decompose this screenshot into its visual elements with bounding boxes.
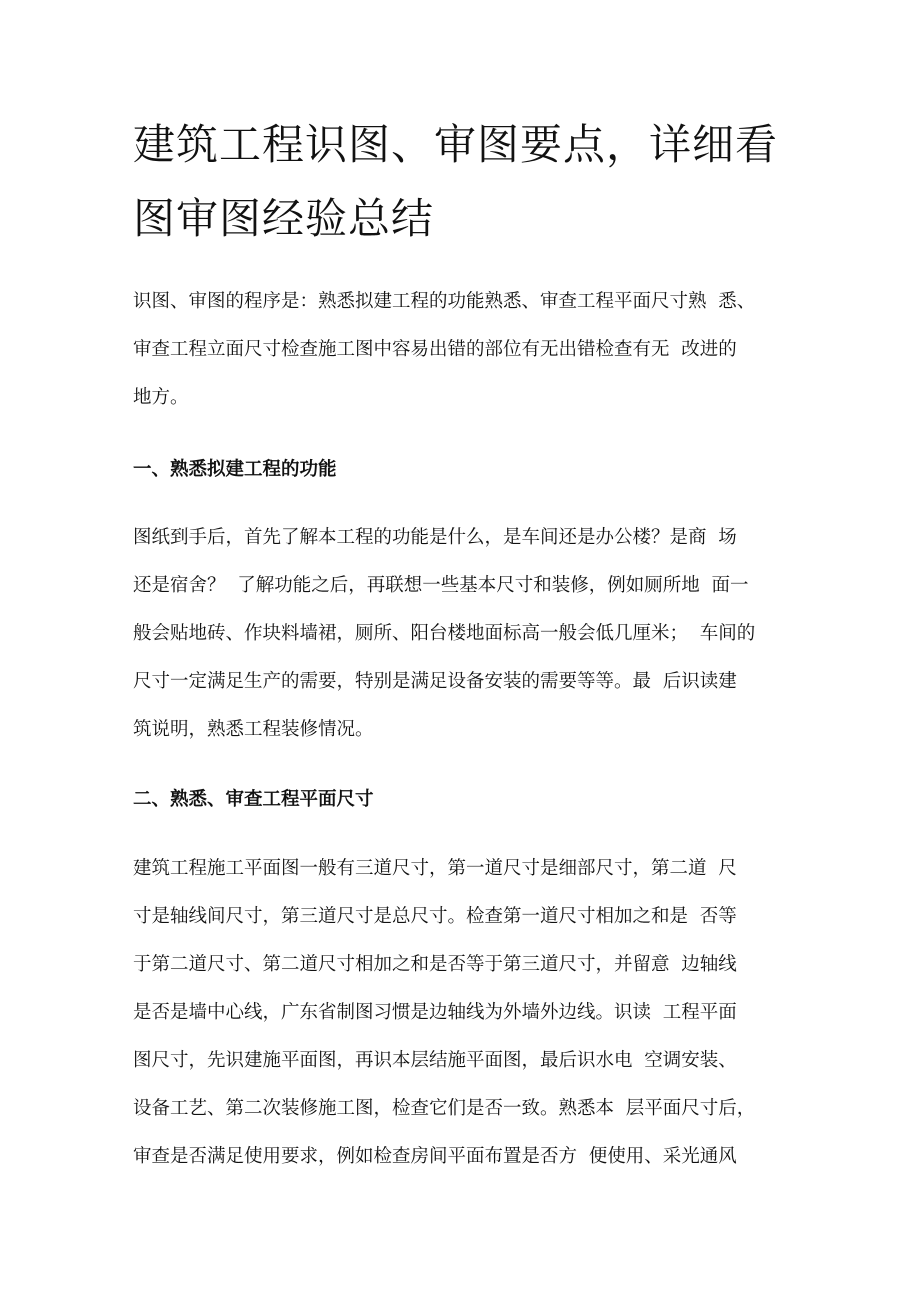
document-title-line-1: 建筑工程识图、审图要点，详细看 <box>133 120 779 169</box>
section-2-line-7: 审查是否满足使用要求，例如检查房间平面布置是否方 便使用、采光通风 <box>133 1146 737 1167</box>
intro-paragraph-line-1: 识图、审图的程序是：熟悉拟建工程的功能熟悉、审查工程平面尺寸熟 悉、 <box>133 291 756 312</box>
document-title-line-2: 图审图经验总结 <box>133 194 435 243</box>
intro-paragraph-line-3: 地方。 <box>133 387 189 408</box>
section-1-heading: 一、熟悉拟建工程的功能 <box>133 459 337 480</box>
section-1-line-1: 图纸到手后，首先了解本工程的功能是什么，是车间还是办公楼？是商 场 <box>133 527 737 548</box>
section-2-heading: 二、熟悉、审查工程平面尺寸 <box>133 789 374 810</box>
section-2-line-2: 寸是轴线间尺寸，第三道尺寸是总尺寸。检查第一道尺寸相加之和是 否等 <box>133 906 737 927</box>
section-1-line-5: 筑说明，熟悉工程装修情况。 <box>133 719 374 740</box>
section-1-line-4: 尺寸一定满足生产的需要，特别是满足设备安装的需要等等。最 后识读建 <box>133 671 737 692</box>
section-2-line-5: 图尺寸，先识建施平面图，再识本层结施平面图，最后识水电 空调安装、 <box>133 1050 737 1071</box>
section-2-line-6: 设备工艺、第二次装修施工图，检查它们是否一致。熟悉本 层平面尺寸后， <box>133 1098 756 1119</box>
section-1-line-3: 般会贴地砖、作块料墙裙，厕所、阳台楼地面标高一般会低几厘米； 车间的 <box>133 623 756 644</box>
intro-paragraph-line-2: 审查工程立面尺寸检查施工图中容易出错的部位有无出错检查有无 改进的 <box>133 339 737 360</box>
section-1-line-2: 还是宿舍？ 了解功能之后，再联想一些基本尺寸和装修，例如厕所地 面一 <box>133 575 749 596</box>
section-2-line-4: 是否是墙中心线，广东省制图习惯是边轴线为外墙外边线。识读 工程平面 <box>133 1002 737 1023</box>
section-2-line-3: 于第二道尺寸、第二道尺寸相加之和是否等于第三道尺寸，并留意 边轴线 <box>133 954 737 975</box>
section-2-line-1: 建筑工程施工平面图一般有三道尺寸，第一道尺寸是细部尺寸，第二道 尺 <box>133 858 737 879</box>
